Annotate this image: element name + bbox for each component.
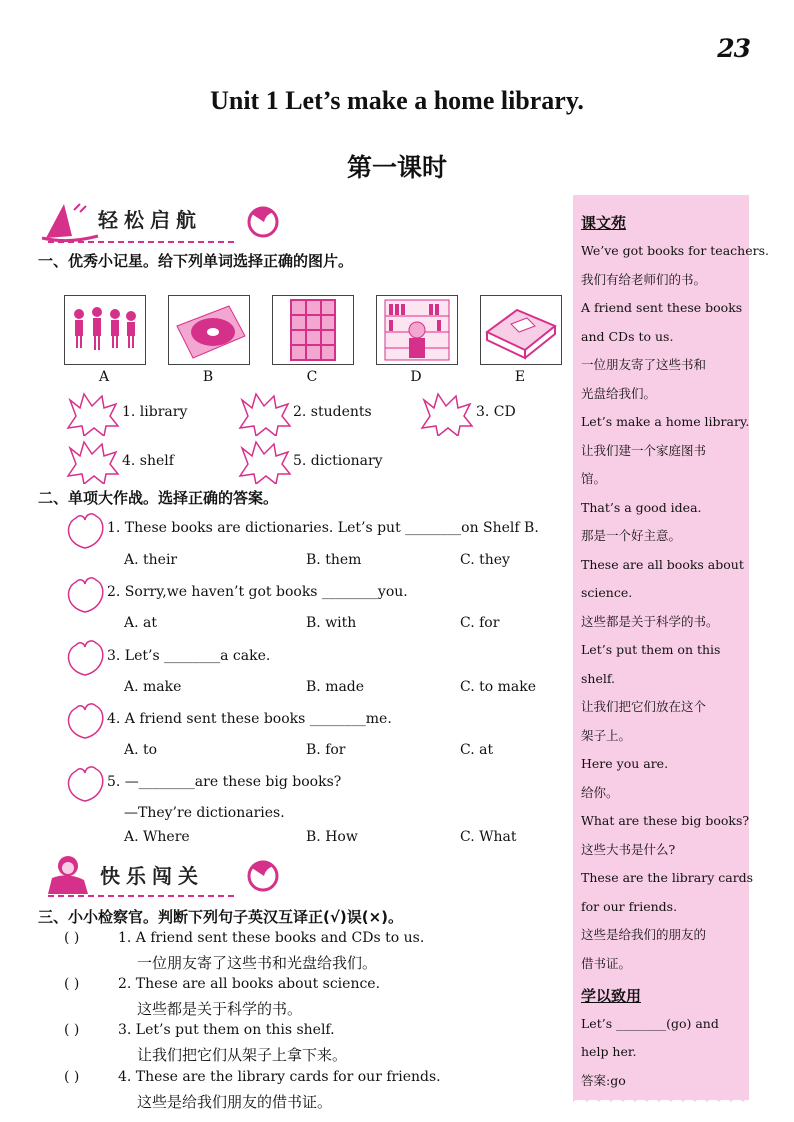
answer-peach-icon[interactable]	[62, 574, 108, 614]
sidebar-line: That’s a good idea.	[581, 499, 702, 515]
sidebar-exercise-line-1: Let’s ________(go) and	[581, 1016, 719, 1031]
cd-icon	[169, 296, 249, 364]
q5-option-b: B. How	[306, 829, 358, 845]
picture-letter-c: C	[306, 369, 318, 385]
sidebar-line: science.	[581, 585, 633, 600]
sidebar-line: Here you are.	[581, 756, 669, 771]
q3-option-a: A. make	[124, 679, 182, 695]
sidebar-line: for our friends.	[581, 898, 678, 914]
tf-paren-1[interactable]: ( )	[64, 930, 80, 946]
sidebar-line: and CDs to us.	[581, 328, 674, 344]
sidebar-answer: 答案:go	[581, 1073, 626, 1088]
sidebar-exercise-line-2: help her.	[581, 1044, 637, 1059]
picture-letter-a: A	[98, 369, 110, 385]
picture-e	[480, 295, 562, 365]
sidebar-line: 这些都是关于科学的书。	[581, 613, 719, 629]
match-word-3: 3. CD	[476, 404, 516, 420]
q3-option-b: B. made	[306, 679, 365, 695]
sidebar-line: 我们有给老师们的书。	[581, 271, 707, 287]
answer-star-icon[interactable]	[236, 440, 292, 484]
lesson-title: 第一课时	[346, 153, 447, 182]
answer-peach-icon[interactable]	[62, 637, 108, 677]
picture-a	[64, 295, 146, 365]
tf-sentence-2: 2. These are all books about science.	[118, 976, 381, 992]
question-5: 5. —________are these big books?	[107, 774, 342, 790]
students-icon	[65, 296, 145, 364]
sidebar-line: These are the library cards	[581, 870, 754, 885]
sidebar-line: Let’s make a home library.	[581, 414, 750, 429]
match-word-1: 1. library	[122, 404, 188, 420]
sidebar-line: What are these big books?	[581, 813, 750, 828]
sidebar-line: 光盘给我们。	[581, 385, 657, 401]
match-word-5: 5. dictionary	[293, 453, 383, 469]
tf-sentence-3: 3. Let’s put them on this shelf.	[118, 1022, 335, 1038]
tf-translation-4: 这些是给我们朋友的借书证。	[137, 1093, 333, 1111]
q5-option-a: A. Where	[124, 829, 190, 845]
tf-translation-2: 这些都是关于科学的书。	[137, 1000, 303, 1018]
tf-paren-2[interactable]: ( )	[64, 976, 80, 992]
sidebar-line: 馆。	[581, 471, 607, 486]
tf-translation-3: 让我们把它们从架子上拿下来。	[137, 1046, 348, 1064]
sidebar-line: 这些大书是什么?	[581, 841, 676, 857]
tf-paren-3[interactable]: ( )	[64, 1022, 80, 1038]
sidebar-heading-text: 课文苑	[581, 214, 627, 232]
q2-option-b: B. with	[306, 615, 357, 631]
tf-translation-1: 一位朋友寄了这些书和光盘给我们。	[137, 954, 378, 972]
sidebar-line: Let’s put them on this	[581, 642, 721, 657]
question-1: 1. These books are dictionaries. Let’s put ________on Shelf B.	[107, 520, 539, 536]
match-word-4: 4. shelf	[122, 453, 174, 469]
picture-d	[376, 295, 458, 365]
picture-letter-e: E	[514, 369, 526, 385]
question-2: 2. Sorry,we haven’t got books ________you.	[107, 584, 408, 600]
sidebar-line: 那是一个好主意。	[581, 528, 682, 543]
section2-banner-text: 快乐闯关	[100, 864, 204, 888]
sidebar-line: We’ve got books for teachers.	[581, 243, 769, 258]
q2-option-c: C. for	[460, 615, 500, 631]
q1-option-b: B. them	[306, 552, 362, 568]
question-4: 4. A friend sent these books ________me.	[107, 711, 392, 727]
answer-peach-icon[interactable]	[62, 700, 108, 740]
sidebar-line: 这些是给我们的朋友的	[581, 927, 707, 942]
tf-sentence-4: 4. These are the library cards for our friends.	[118, 1069, 441, 1085]
section2-banner	[38, 852, 288, 896]
answer-peach-icon[interactable]	[62, 763, 108, 803]
q1-option-a: A. their	[124, 552, 178, 568]
sidebar-line: 给你。	[581, 784, 619, 800]
answer-peach-icon[interactable]	[62, 510, 108, 550]
match-word-2: 2. students	[293, 404, 372, 420]
section2-instruction: 二、单项大作战。选择正确的答案。	[38, 489, 279, 507]
q5-option-c: C. What	[460, 829, 517, 845]
sidebar-line: 借书证。	[581, 955, 632, 971]
answer-star-icon[interactable]	[64, 440, 120, 484]
sidebar-line: 让我们把它们放在这个	[581, 699, 707, 714]
section1-banner-text: 轻松启航	[98, 208, 202, 232]
section3-instruction: 三、小小检察官。判断下列句子英汉互译正(√)误(×)。	[38, 908, 403, 926]
sidebar-line: 架子上。	[581, 727, 632, 743]
tf-sentence-1: 1. A friend sent these books and CDs to us.	[118, 930, 425, 946]
q4-option-b: B. for	[306, 742, 346, 758]
q4-option-c: C. at	[460, 742, 494, 758]
section1-banner	[38, 198, 288, 242]
picture-letter-d: D	[410, 369, 422, 385]
library-icon	[377, 296, 457, 364]
q3-option-c: C. to make	[460, 679, 537, 695]
picture-c	[272, 295, 354, 365]
answer-star-icon[interactable]	[64, 392, 120, 436]
sidebar-heading-exercise: 学以致用	[581, 987, 642, 1005]
sidebar-line: 一位朋友寄了这些书和	[581, 357, 707, 372]
dictionary-icon	[481, 296, 561, 364]
unit-title: Unit 1 Let’s make a home library.	[210, 86, 584, 115]
picture-b	[168, 295, 250, 365]
sidebar-line: 让我们建一个家庭图书	[581, 442, 707, 458]
answer-star-icon[interactable]	[236, 392, 292, 436]
shelf-icon	[273, 296, 353, 364]
question-5-response: —They’re dictionaries.	[124, 805, 285, 821]
picture-letter-b: B	[202, 369, 214, 385]
q4-option-a: A. to	[124, 742, 158, 758]
page-number: 23	[717, 34, 750, 63]
question-3: 3. Let’s ________a cake.	[107, 648, 271, 664]
q1-option-c: C. they	[460, 552, 510, 568]
sidebar-line: A friend sent these books	[581, 300, 743, 315]
section1-instruction: 一、优秀小记星。给下列单词选择正确的图片。	[38, 252, 354, 270]
sidebar-line: These are all books about	[581, 556, 744, 572]
q2-option-a: A. at	[124, 615, 157, 631]
answer-star-icon[interactable]	[418, 392, 474, 436]
tf-paren-4[interactable]: ( )	[64, 1069, 80, 1085]
sidebar-line: shelf.	[581, 670, 616, 686]
sidebar-zigzag-edge	[573, 1092, 749, 1106]
